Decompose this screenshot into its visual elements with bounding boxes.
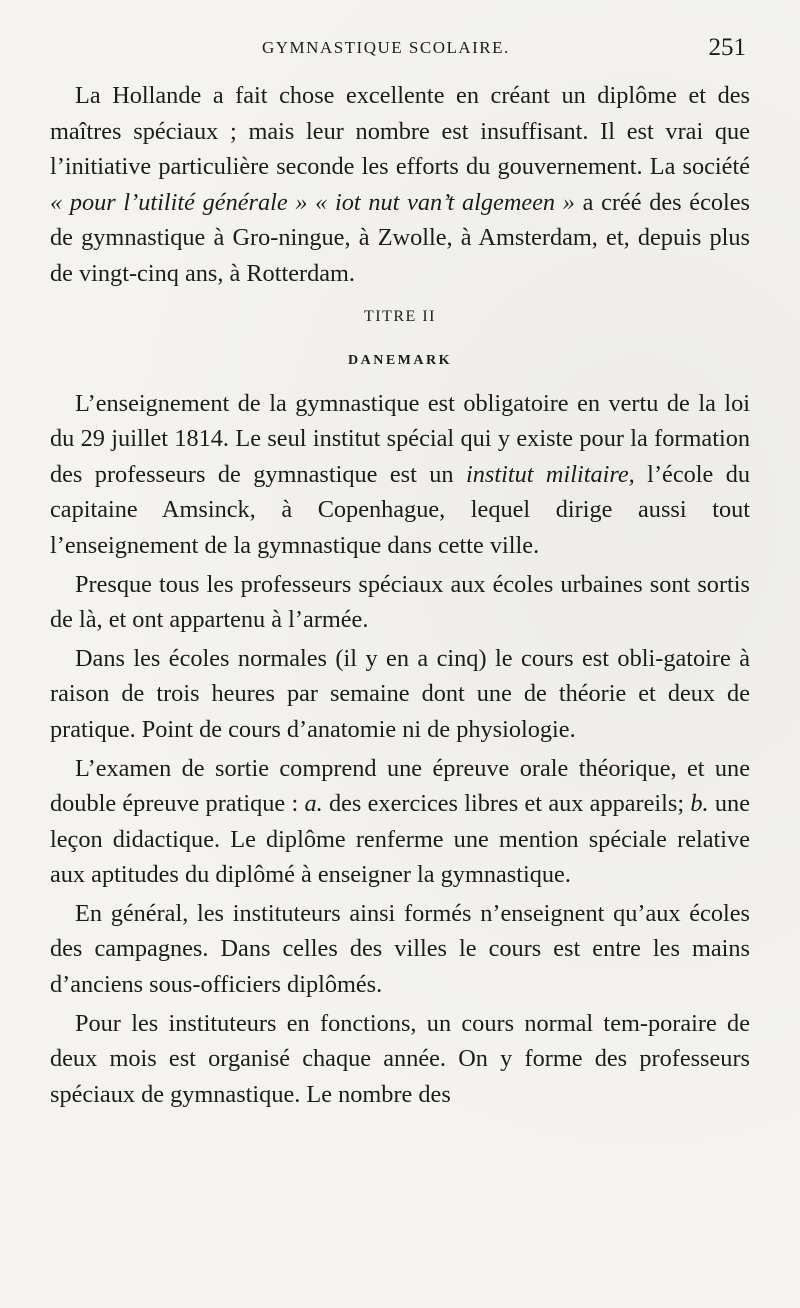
paragraph-text: L’enseignement de la gymnastique est obligatoire en vertu de la loi du 29 juillet 1814. Le seul institut spécial qui y existe pour la formation des professeurs de gymnastique est un (50, 389, 750, 488)
paragraph-ecoles-normales: Dans les écoles normales (il y en a cinq) le cours est obli-gatoire à raison de trois heures par semaine dont une de théorie et deux de pratique. Point de cours d’anatomie ni de physiologie. (50, 644, 750, 743)
paragraph-text: une leçon didactique. Le diplôme renferme une mention spéciale relative aux aptitudes du diplômé à enseigner la gymnastique. (50, 790, 750, 889)
item-marker-b: b. (690, 790, 709, 818)
paragraph-text: L’examen de sortie comprend une épreuve orale théorique, et une double épreuve pratique : (50, 754, 750, 818)
paragraph-text: l’école du capitaine Amsinck, à Copenhague, lequel dirige aussi tout l’enseignement de la gymnastique dans cette ville. (50, 460, 750, 559)
society-name-french: « pour l’utilité générale » (50, 188, 308, 216)
titre-heading: TITRE II (364, 307, 436, 325)
item-marker-a: a. (304, 790, 323, 818)
institut-militaire-emphasis: institut militaire, (465, 460, 635, 488)
page-number: 251 (708, 34, 746, 61)
paragraph-professeurs: Presque tous les professeurs spéciaux aux écoles urbaines sont sortis de là, et ont appartenu à l’armée. (50, 570, 750, 634)
paragraph-examen (50, 751, 750, 893)
paragraph-enseignement (50, 386, 750, 564)
paragraph-cours-normal: Pour les instituteurs en fonctions, un cours normal tem-poraire de deux mois est organisé chaque année. On y forme des professeurs spéciaux de gymnastique. Le nombre des (50, 1009, 750, 1108)
paragraph-instituteurs: En général, les instituteurs ainsi formés n’enseignent qu’aux écoles des campagnes. Dans celles des villes le cours est entre les mains d’anciens sous-officiers diplômés. (50, 899, 750, 999)
running-title: GYMNASTIQUE SCOLAIRE. (262, 38, 510, 57)
section-heading (50, 306, 750, 372)
society-name-dutch: « iot nut van’t algemeen » (315, 188, 575, 216)
paragraph-text: La Hollande a fait chose excellente en créant un diplôme et des maîtres spéciaux ; mais leur nombre est insuffisant. Il est vrai que l’initiative particulière seconde les efforts du gouvernement. La société (50, 82, 750, 181)
paragraph-hollande (50, 78, 750, 292)
paragraph-text: des exercices libres et aux appareils; (322, 790, 691, 818)
country-heading: DANEMARK (348, 352, 452, 368)
running-head (50, 34, 750, 78)
paragraph-text: a créé des écoles de gymnastique à Gro-ningue, à Zwolle, à Amsterdam, et, depuis plus de vingt-cinq ans, à Rotterdam. (50, 188, 750, 287)
